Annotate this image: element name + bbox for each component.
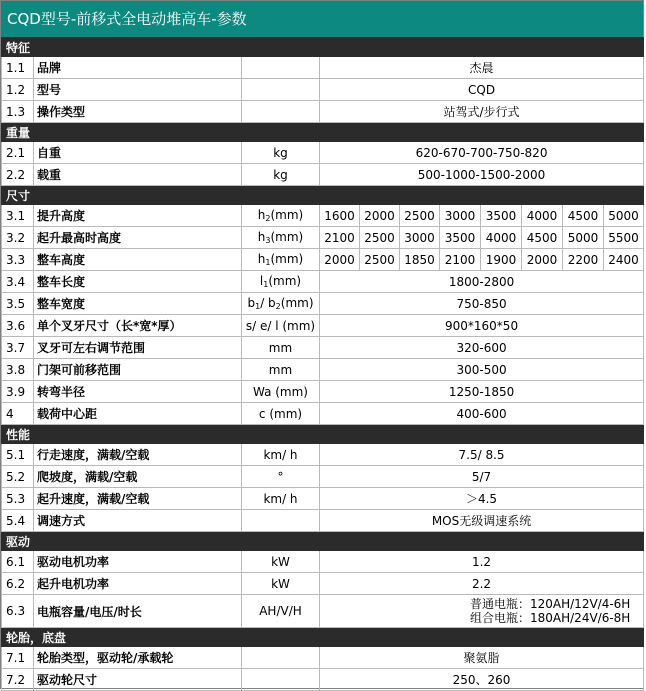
- table-row: 1.3 操作类型 站驾式/步行式: [2, 101, 644, 123]
- table-row: 7.2 驱动轮尺寸 250、260: [2, 669, 644, 691]
- table-row: 4 载荷中心距 c (mm) 400-600: [2, 403, 644, 425]
- section-weight: 重量: [2, 123, 644, 142]
- table-row: 1.1 品牌 杰晨: [2, 57, 644, 79]
- table-row: 7.1 轮胎类型，驱动轮/承载轮 聚氨脂: [2, 647, 644, 669]
- battery-cell: 普通电瓶：120AH/12V/4-6H 组合电瓶：180AH/24V/6-8H: [320, 595, 644, 628]
- table-row: 3.7 叉牙可左右调节范围 mm 320-600: [2, 337, 644, 359]
- table-row: 5.4 调速方式 MOS无级调速系统: [2, 510, 644, 532]
- table-row: 5.1 行走速度，满载/空载 km/ h 7.5/ 8.5: [2, 444, 644, 466]
- sheet-title: CQD型号-前移式全电动堆高车-参数: [1, 1, 643, 37]
- unit-cell: $h_3(mm)$: [242, 227, 320, 249]
- section-performance: 性能: [2, 425, 644, 444]
- table-row: 3.1 提升高度 $h_2(mm)$ 1600 2000 2500 3000 3500 4000 4500 5000: [2, 205, 644, 227]
- spec-table: [1, 37, 644, 691]
- table-row: 2.1 自重 kg 620-670-700-750-820: [2, 142, 644, 164]
- section-tires: 轮胎，底盘: [2, 628, 644, 647]
- table-row: 2.2 载重 kg 500-1000-1500-2000: [2, 164, 644, 186]
- table-row: 5.2 爬坡度，满载/空载 ° 5/7: [2, 466, 644, 488]
- table-row: 6.1 驱动电机功率 kW 1.2: [2, 551, 644, 573]
- unit-cell: $b_1/$ $b_2(mm)$: [242, 293, 320, 315]
- table-row: 3.4 整车长度 $l_1(mm)$ 1800-2800: [2, 271, 644, 293]
- unit-cell: $l_1(mm)$: [242, 271, 320, 293]
- table-row: 3.2 起升最高时高度 $h_3(mm)$ 2100 2500 3000 3500 4000 4500 5000 5500: [2, 227, 644, 249]
- table-row: 6.3 电瓶容量/电压/时长 AH/V/H 普通电瓶：120AH/12V/4-6H 组合电瓶：180AH/24V/6-8H: [2, 595, 644, 628]
- table-row: 1.2 型号 CQD: [2, 79, 644, 101]
- table-row: 3.8 门架可前移范围 mm 300-500: [2, 359, 644, 381]
- section-drive: 驱动: [2, 532, 644, 551]
- table-row: 3.6 单个叉牙尺寸（长*宽*厚） s/ e/ l (mm) 900*160*50: [2, 315, 644, 337]
- unit-cell: $h_1(mm)$: [242, 249, 320, 271]
- section-dimensions: 尺寸: [2, 186, 644, 205]
- table-row: 3.5 整车宽度 $b_1/$ $b_2(mm)$ 750-850: [2, 293, 644, 315]
- table-row: 3.3 整车高度 $h_1(mm)$ 2000 2500 1850 2100 1900 2000 2200 2400: [2, 249, 644, 271]
- table-row: 5.3 起升速度，满载/空载 km/ h ＞4.5: [2, 488, 644, 510]
- table-row: 3.9 转弯半径 Wa (mm) 1250-1850: [2, 381, 644, 403]
- section-features: 特征: [2, 38, 644, 57]
- table-row: 6.2 起升电机功率 kW 2.2: [2, 573, 644, 595]
- unit-cell: $h_2(mm)$: [242, 205, 320, 227]
